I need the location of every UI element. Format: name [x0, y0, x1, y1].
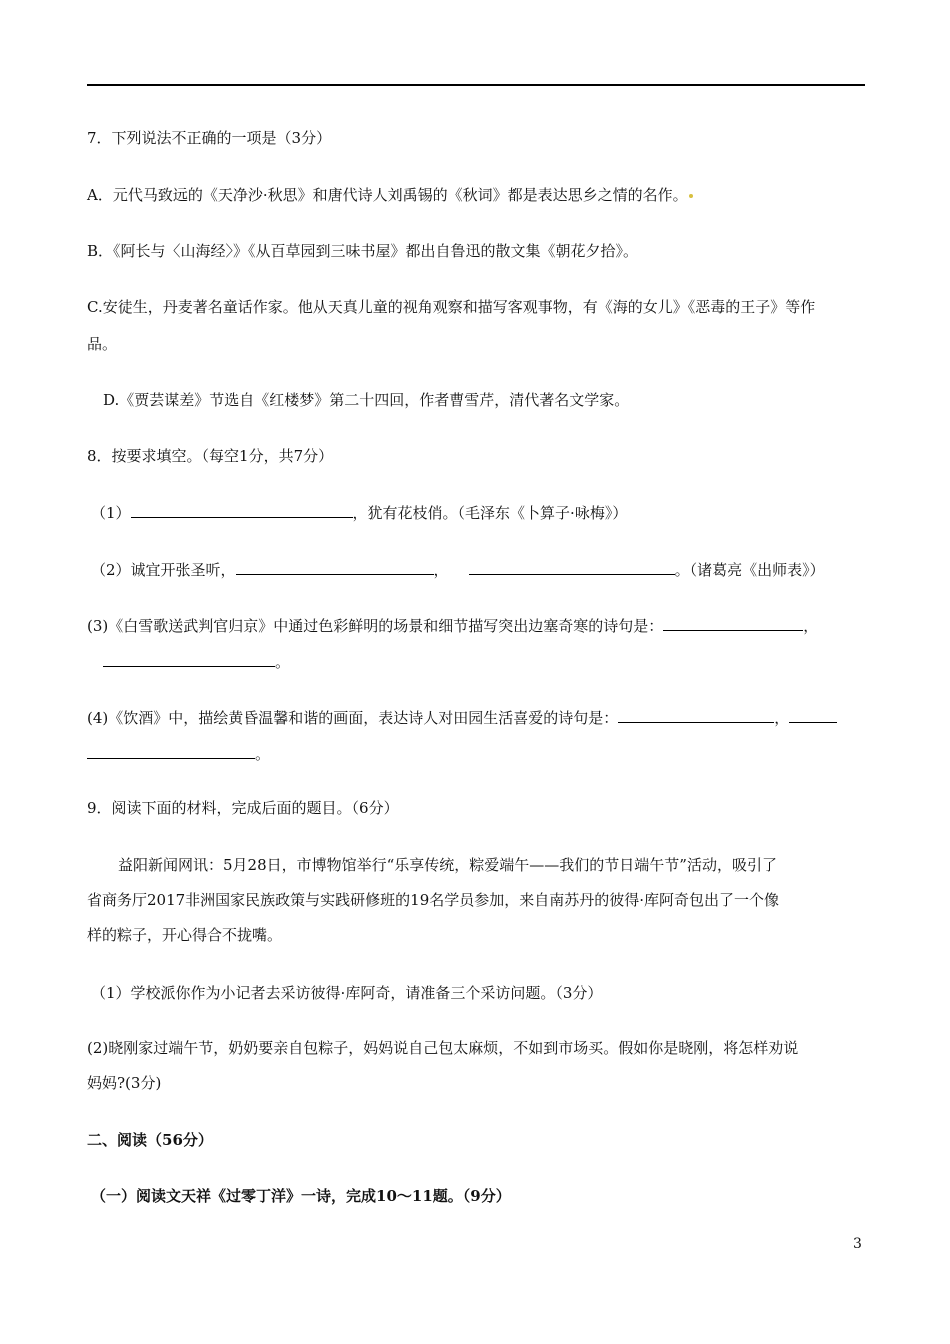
fill-blank[interactable] — [87, 744, 255, 759]
q9-sub2-line1: (2)晓刚家过端午节，奶奶要亲自包粽子，妈妈说自己包太麻烦，不如到市场买。假如你是晓刚，将怎样劝说 — [87, 1039, 799, 1057]
q8-item-3-cont: 。 — [103, 652, 881, 672]
q9-material-line3: 样的粽子，开心得合不拢嘴。 — [87, 926, 283, 944]
q9-sub2-line2: 妈妈?(3分) — [87, 1074, 162, 1092]
q7-option-c-line2: 品。 — [87, 335, 118, 353]
q8-item-3: (3)《白雪歌送武判官归京》中通过色彩鲜明的场景和细节描写突出边塞奇寒的诗句是： ， — [87, 617, 819, 635]
q9-sub1: （1）学校派你作为小记者去采访彼得·库阿奇，请准备三个采访问题。（3分） — [91, 984, 603, 1002]
marker-dot — [689, 194, 693, 198]
q8-item-4: (4)《饮酒》中，描绘黄昏温馨和谐的画面，表达诗人对田园生活喜爱的诗句是： ， — [87, 708, 865, 728]
q8-item-1: （1） ，犹有花枝俏。（毛泽东《卜算子·咏梅》） — [91, 504, 628, 522]
q9-stem: 9．阅读下面的材料，完成后面的题目。（6分） — [87, 799, 399, 817]
q7-option-c-line1: C.安徒生，丹麦著名童话作家。他从天真儿童的视角观察和描写客观事物，有《海的女儿》《恶毒的王子》等作 — [87, 298, 816, 316]
fill-blank[interactable] — [663, 616, 803, 631]
q8-item-2: （2）诚宜开张圣听， ， 。（诸葛亮《出师表》） — [91, 561, 825, 579]
fill-blank[interactable] — [469, 560, 675, 575]
fill-blank[interactable] — [103, 652, 275, 667]
q9-material-line1: 益阳新闻网讯：5月28日，市博物馆举行“乐享传统，粽爱端午——我们的节日端午节”活动，吸引了 — [118, 856, 777, 874]
fill-blank[interactable] — [789, 708, 837, 723]
fill-blank[interactable] — [236, 560, 434, 575]
section-2-title: 二、阅读（56分） — [87, 1131, 213, 1149]
fill-blank[interactable] — [131, 503, 353, 518]
q9-material-line2: 省商务厅2017非洲国家民族政策与实践研修班的19名学员参加，来自南苏丹的彼得·库阿奇包出了一个像 — [87, 891, 780, 909]
header-rule — [87, 84, 865, 86]
q8-item-4-cont: 。 — [87, 744, 865, 764]
q8-stem: 8．按要求填空。（每空1分，共7分） — [87, 447, 334, 465]
q7-option-d: D.《贾芸谋差》节选自《红楼梦》第二十四回，作者曹雪芹，清代著名文学家。 — [103, 391, 630, 409]
fill-blank[interactable] — [618, 708, 774, 723]
page-number: 3 — [853, 1236, 862, 1252]
q7-stem: 7．下列说法不正确的一项是（3分） — [87, 129, 332, 147]
q7-option-a: A．元代马致远的《天净沙·秋思》和唐代诗人刘禹锡的《秋词》都是表达思乡之情的名作。 — [87, 185, 865, 205]
section-2-sub1-title: （一）阅读文天祥《过零丁洋》一诗，完成10～11题。（9分） — [91, 1187, 511, 1205]
q7-option-b: B．《阿长与〈山海经〉》《从百草园到三味书屋》都出自鲁迅的散文集《朝花夕拾》。 — [87, 242, 639, 260]
